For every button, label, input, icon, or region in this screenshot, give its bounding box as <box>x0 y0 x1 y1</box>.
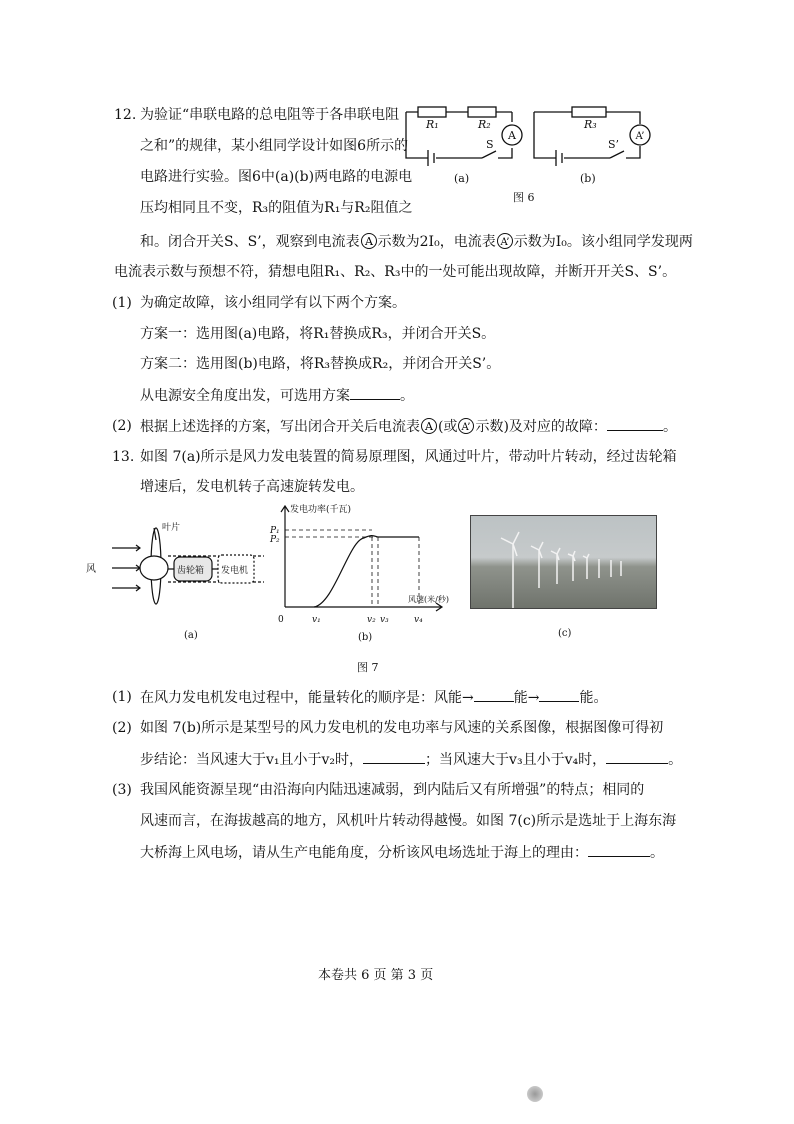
graph-origin-label: 0 <box>278 615 284 625</box>
q12-plan-2: 方案二：选用图(b)电路，将R₃替换成R₂，并闭合开关S’。 <box>140 356 501 372</box>
q12-line-5 <box>140 232 693 252</box>
wind-label: 风 <box>86 564 96 575</box>
q13-part3-line-2: 风速而言，在海拔越高的地方，风机叶片转动得越慢。如图 7(c)所示是选址于上海东海 <box>140 813 677 829</box>
ammeter-a-prime-letter-2: A’ <box>462 422 471 433</box>
ammeter-a-label: A <box>508 129 516 142</box>
page-footer: 本卷共 6 页 第 3 页 <box>318 968 434 983</box>
q13-part2-text-c: 。 <box>668 752 683 768</box>
figure-6-title: 图 6 <box>513 191 535 204</box>
q12-line-4: 压均相同且不变，R₃的阻值为R₁与R₂阻值之 <box>140 200 413 216</box>
q12-safety-text: 从电源安全角度出发，可选用方案 <box>140 388 350 404</box>
q12-safety-end: 。 <box>400 388 414 404</box>
figure-7a-diagram <box>84 522 264 642</box>
q12-line-1: 为验证“串联电路的总电阻等于各串联电阻 <box>140 107 400 123</box>
figure-7-title: 图 7 <box>357 661 379 674</box>
q13-part1-text-a: 在风力发电机发电过程中，能量转化的顺序是：风能→ <box>140 690 474 706</box>
circuit-b-caption: (b) <box>580 172 596 185</box>
label-r2: R₂ <box>478 118 491 131</box>
q13-part3-text: 大桥海上风电场，请从生产电能角度，分析该风电场选址于海上的理由： <box>140 845 588 861</box>
figure-7c-caption: (c) <box>558 628 572 639</box>
q12-part1-number: (1) <box>112 295 132 311</box>
wind-turbines-illustration <box>471 516 656 608</box>
switch-s-prime-label: S’ <box>608 138 620 151</box>
q12-line-5b: 示数为2I₀，电流表 <box>377 234 496 250</box>
q13-energy-blank-1[interactable] <box>474 687 514 702</box>
ammeter-a-prime-symbol-2 <box>457 417 475 435</box>
q13-part2-text-a: 步结论：当风速大于v₁且小于v₂时， <box>140 752 364 768</box>
q12-line-6: 电流表示数与预想不符，猜想电阻R₁、R₂、R₃中的一处可能出现故障，并断开开关S、S’。 <box>114 264 677 280</box>
q13-conclusion-blank-2[interactable] <box>606 749 668 764</box>
q12-part2-end: 。 <box>662 419 677 435</box>
graph-v1-label: v₁ <box>312 615 321 625</box>
q12-fault-answer-blank[interactable] <box>607 416 663 431</box>
q13-line-2: 增速后，发电机转子高速旋转发电。 <box>140 479 364 495</box>
switch-s-label: S <box>486 138 494 151</box>
q12-number: 12. <box>114 107 137 123</box>
graph-p1-label: P₁ <box>270 526 280 536</box>
ammeter-a-letter-2: A <box>425 420 433 433</box>
q12-line-5c: 示数为I₀。该小组同学发现两 <box>513 234 693 250</box>
figure-7b-graph <box>264 500 464 645</box>
figure-7b-caption: (b) <box>358 632 373 643</box>
ammeter-a-prime-label: A’ <box>635 131 645 142</box>
q12-part2-text-c: 示数)及对应的故障： <box>475 419 607 435</box>
graph-v4-label: v₄ <box>414 615 423 625</box>
q12-line-3: 电路进行实验。图6中(a)(b)两电路的电源电 <box>140 169 413 185</box>
q12-line-2: 之和”的规律，某小组同学设计如图6所示的 <box>140 138 409 154</box>
wind-farm-photo <box>470 515 657 609</box>
q12-part2-text-a: 根据上述选择的方案，写出闭合开关后电流表 <box>140 419 420 435</box>
generator-label: 发电机 <box>221 566 249 576</box>
q13-part3-end: 。 <box>650 845 664 861</box>
circuit-a-caption: (a) <box>454 172 470 185</box>
q13-part2-line-2 <box>140 749 682 770</box>
q12-part2-line <box>140 416 677 437</box>
q13-part1-number: (1) <box>112 689 132 705</box>
q13-part1-text-b: 能→ <box>513 690 540 706</box>
scan-mark-icon <box>527 1086 543 1102</box>
q12-plan-answer-blank[interactable] <box>350 385 400 400</box>
q12-part1-text: 为确定故障，该小组同学有以下两个方案。 <box>140 295 406 311</box>
q13-part3-line-3 <box>140 842 664 863</box>
q12-line-5a: 和。闭合开关S、S’，观察到电流表 <box>140 234 360 250</box>
blade-label: 叶片 <box>162 523 181 533</box>
gearbox-label: 齿轮箱 <box>177 566 205 576</box>
q13-part2-line-1: 如图 7(b)所示是某型号的风力发电机的发电功率与风速的关系图像，根据图像可得初 <box>140 720 664 736</box>
q13-part1-text-c: 能。 <box>579 690 608 706</box>
label-r3: R₃ <box>584 118 597 131</box>
q13-conclusion-blank-1[interactable] <box>363 749 425 764</box>
ammeter-a-letter: A <box>364 235 373 248</box>
ammeter-a-symbol <box>360 232 378 250</box>
graph-v3-label: v₃ <box>380 615 389 625</box>
figure-6-circuits <box>400 100 670 210</box>
ammeter-a-prime-symbol <box>496 232 514 250</box>
figure-7a-caption: (a) <box>184 630 198 641</box>
q13-part3-line-1: 我国风能资源呈现“由沿海向内陆迅速减弱，到内陆后又有所增强”的特点；相同的 <box>140 782 645 798</box>
q13-part3-number: (3) <box>112 782 132 798</box>
q13-part2-number: (2) <box>112 720 132 736</box>
q13-energy-blank-2[interactable] <box>539 687 579 702</box>
ammeter-a-symbol-2 <box>420 417 438 435</box>
q12-safety-line <box>140 385 414 406</box>
label-r1: R₁ <box>426 118 439 131</box>
ammeter-a-prime-letter: A’ <box>500 237 510 248</box>
q13-line-1: 如图 7(a)所示是风力发电装置的简易原理图，风通过叶片，带动叶片转动，经过齿轮箱 <box>140 449 677 465</box>
graph-v2-label: v₂ <box>367 615 376 625</box>
q12-plan-1: 方案一：选用图(a)电路，将R₁替换成R₃，并闭合开关S。 <box>140 326 496 342</box>
graph-y-axis-label: 发电功率(千瓦) <box>290 505 352 515</box>
graph-x-axis-label: 风速(米/秒) <box>408 595 449 604</box>
graph-p2-label: P₂ <box>270 535 280 545</box>
q13-part2-text-b: ；当风速大于v₃且小于v₄时， <box>425 752 607 768</box>
q13-reason-blank[interactable] <box>588 842 650 857</box>
q13-part1-line <box>140 687 607 708</box>
q12-part2-number: (2) <box>112 418 132 434</box>
q13-number: 13. <box>112 449 135 465</box>
q12-part2-text-b: (或 <box>438 419 458 435</box>
